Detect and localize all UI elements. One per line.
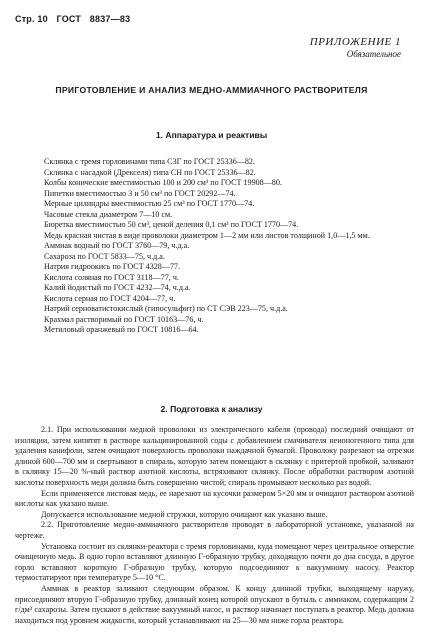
list-item: Сахароза по ГОСТ 5833—75, ч.д.а. — [44, 251, 165, 261]
section-heading-2: 2. Подготовка к анализу — [160, 404, 263, 414]
list-item: Мерные цилиндры вместимостью 25 см³ по ГОСТ 1770—74. — [44, 199, 255, 208]
paragraph: Аммиак в реактор заливают следующим образом. К концу длинной трубки, выходящему наружу, присоединяют вторую Г-образную трубку, длинный конец которой опускают в бутыль с аммиаком, содержащим 2 г/дм³ сахарозы. Затем пускают в действие вакуумный насос, и раствор начинает поступать в реактор. Медь должна находиться под уровнем жидкости, который устанавливают на 25—30 мм ниже горла реактора. — [15, 583, 414, 625]
section-heading-1: 1. Аппаратура и реактивы — [155, 130, 268, 140]
list-item: Натрия гидроокись по ГОСТ 4328—77. — [44, 262, 181, 271]
list-item: Склянка с тремя горловинами типа СЗГ по ГОСТ 25336—82. — [44, 157, 255, 166]
list-item: Пипетки вместимостью 3 и 50 см³ по ГОСТ 20292—74. — [44, 188, 236, 198]
list-item: Кислота серная по ГОСТ 4204—77, ч. — [44, 293, 176, 303]
paragraph: 2.2. Приготовление медно-аммиачного растворителя проводят в лабораторной установке, указанной на чертеже. — [15, 520, 414, 540]
list-item: Аммиак водный по ГОСТ 3760—79, ч.д.а. — [44, 241, 190, 250]
standard-label: ГОСТ — [56, 14, 82, 24]
document-title: ПРИГОТОВЛЕНИЕ И АНАЛИЗ МЕДНО-АММИАЧНОГО РАСТВОРИТЕЛЯ — [55, 85, 368, 95]
list-item: Натрий серноватистокислый (гипосульфит) по СТ СЭВ 223—75, ч.д.а. — [44, 304, 288, 313]
paragraph: Если применяется листовая медь, ее нарезают на кусочки размером 5×20 мм и очищают раствором азотной кислоты как указано выше. — [15, 488, 414, 509]
list-item — [14, 231, 412, 242]
paragraph: Установка состоит из склянки-реактора с тремя горловинами, куда помещают через центральное отверстие очищенную медь. В одно горло вставляют длинную Г-образную трубку, доходящую почти до дна сосуда, в другое горло вставляют короткую Г-образную трубку, которую подсоединяют к вакуумному насосу. Реактор термостатируют при температуре 5—10 °С. — [15, 541, 414, 583]
equipment-list — [44, 157, 412, 336]
section-2-body — [15, 425, 414, 626]
page-header — [15, 14, 136, 24]
list-item: Метиловый оранжевый по ГОСТ 10816—64. — [44, 325, 199, 334]
list-item: Кислота соляная по ГОСТ 3118—77, ч. — [44, 272, 179, 282]
list-item-text: Медь красная чистая в виде проволоки диаметром 1—2 мм или листов толщиной 1,0—1,5 мм. — [44, 230, 370, 240]
standard-number: 8837—83 — [89, 14, 131, 24]
paragraph: Допускается использование медной стружки, которую очищают как указано выше. — [41, 509, 328, 519]
list-item: Калий йодистый по ГОСТ 4232—74, ч.д.а. — [44, 283, 191, 292]
page-number: Стр. 10 — [15, 14, 48, 24]
list-item: Колбы конические вместимостью 100 и 200 см³ по ГОСТ 19908—80. — [44, 178, 282, 187]
list-item: Бюретка вместимостью 50 см³, ценой деления 0,1 см³ по ГОСТ 1770—74. — [44, 220, 299, 229]
list-item: Часовые стекла диаметром 7—10 см. — [44, 209, 173, 219]
list-item: Крахмал растворимый по ГОСТ 10163—76, ч. — [44, 314, 204, 324]
paragraph: 2.1. При использовании медной проволоки из электрического кабеля (провода) последний очищают от изоляции, затем кипятят в растворе кальцинированной соды с добавлением смачивателя неионогенного типа для удаления канифоли, затем очищают поверхность проволоки наждачной бумагой. Проволоку разрезают на отрезки длиной 600—700 мм и свертывают в спираль, которую затем помещают в склянку с притертой пробкой, заливают в склянку 15—20 %-ный раствор азотной кислоты, встряхивают склянку. После обработки раствором азотной кислоты поверхность меди должна быть совершенно чистой; спираль промывают несколько раз водой. — [15, 425, 414, 487]
appendix-label — [310, 36, 401, 59]
appendix-title: ПРИЛОЖЕНИЕ 1 — [309, 36, 401, 48]
appendix-subtitle: Обязательное — [346, 49, 401, 59]
list-item: Склянка с насадкой (Дрекселя) типа СН по ГОСТ 25336—82. — [44, 167, 256, 177]
